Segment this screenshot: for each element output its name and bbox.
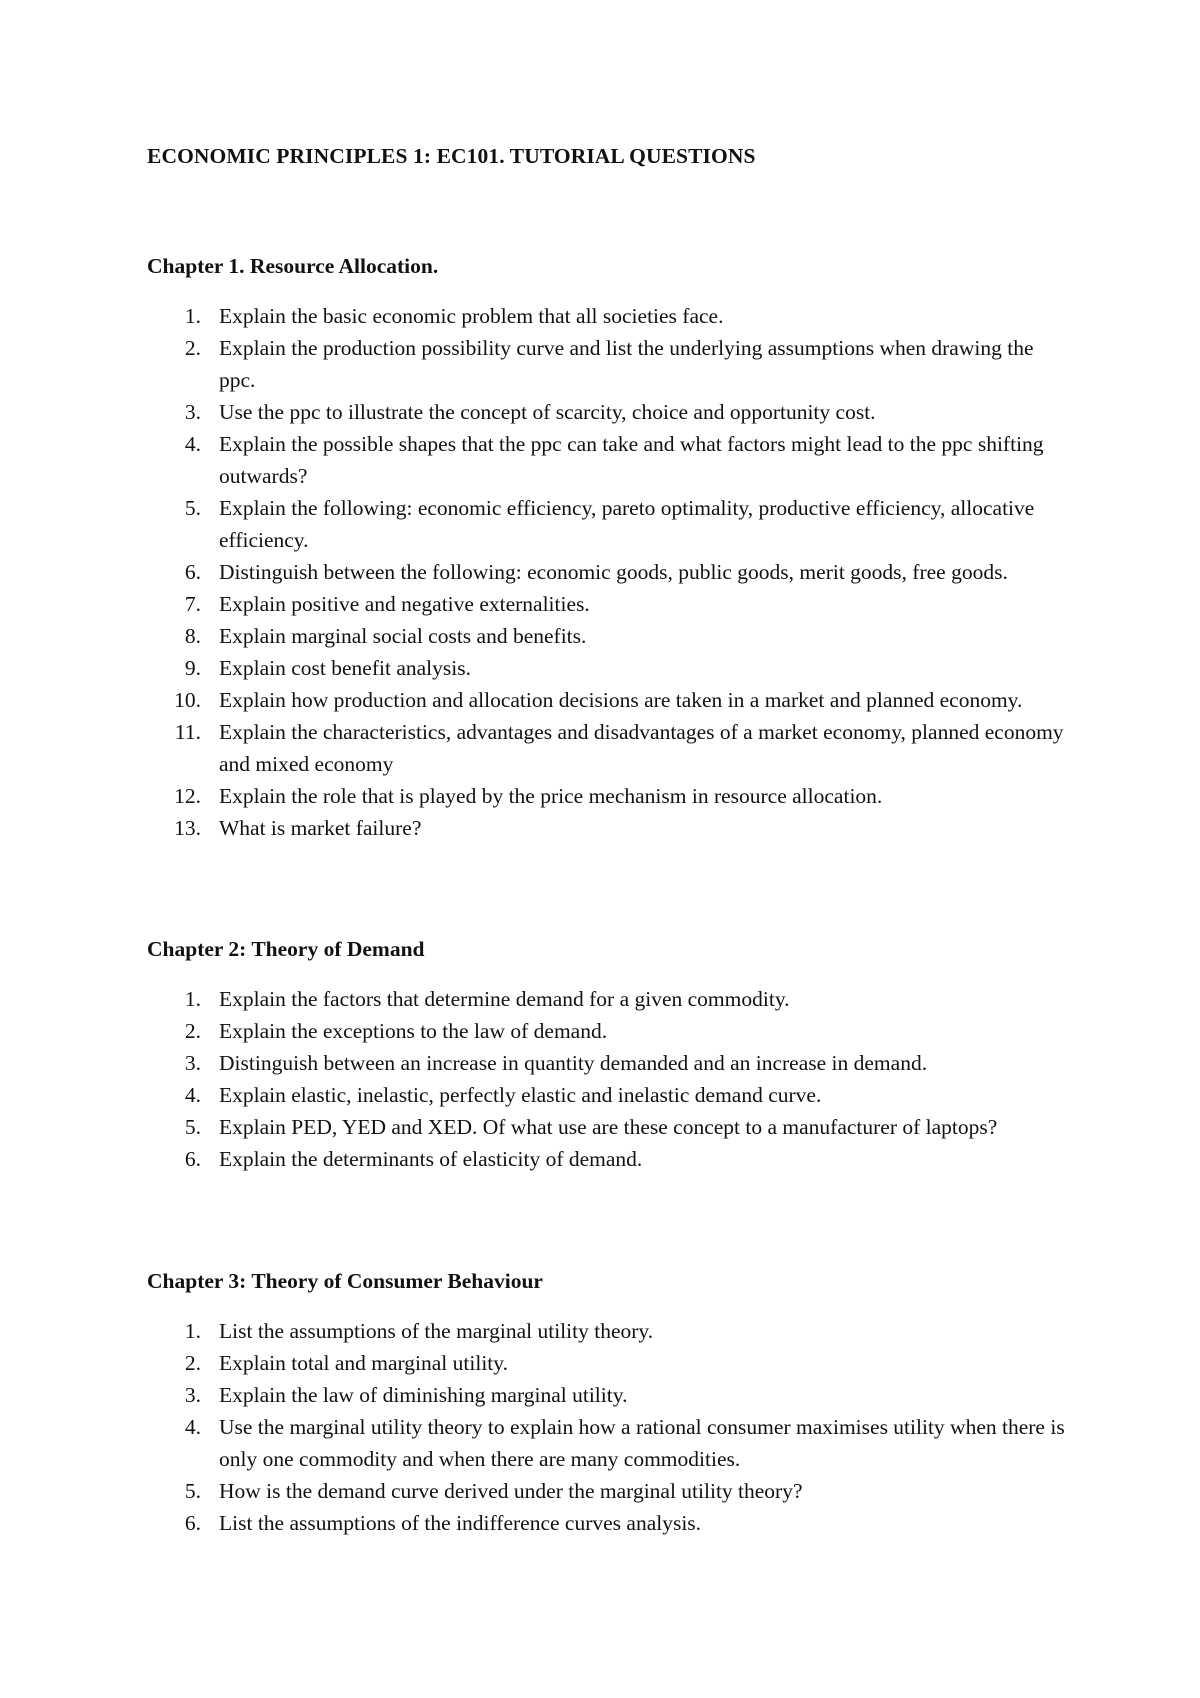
chapter-3-question-list: [147, 1315, 1067, 1539]
question-text: Distinguish between an increase in quantity demanded and an increase in demand.: [219, 1051, 928, 1075]
question-item: [147, 428, 1067, 492]
question-number: 2.: [184, 336, 201, 360]
question-text: Explain the production possibility curve and list the underlying assumptions when drawing the ppc.: [219, 336, 1034, 392]
question-number: 8.: [184, 624, 201, 648]
question-item: [147, 684, 1067, 716]
question-item: [147, 812, 1067, 844]
question-text: List the assumptions of the indifference curves analysis.: [219, 1511, 702, 1535]
question-item: [147, 1475, 1067, 1507]
question-text: Explain the following: economic efficiency, pareto optimality, productive efficiency, allocative efficiency.: [219, 496, 1035, 552]
document-title: ECONOMIC PRINCIPLES 1: EC101. TUTORIAL QUESTIONS: [147, 144, 756, 168]
question-item: [147, 620, 1067, 652]
question-item: [147, 1047, 1067, 1079]
question-item: [147, 492, 1067, 556]
chapter-2-question-list: [147, 983, 1067, 1175]
question-item: [147, 1379, 1067, 1411]
question-item: [147, 300, 1067, 332]
question-item: [147, 332, 1067, 396]
question-text: What is market failure?: [219, 816, 422, 840]
question-number: 1.: [184, 1319, 201, 1343]
question-text: Explain the role that is played by the price mechanism in resource allocation.: [219, 784, 883, 808]
question-item: [147, 1079, 1067, 1111]
question-text: Explain the law of diminishing marginal utility.: [219, 1383, 628, 1407]
question-number: 2.: [184, 1019, 201, 1043]
question-item: [147, 1347, 1067, 1379]
question-item: [147, 1315, 1067, 1347]
chapter-2-section: [147, 933, 1067, 1175]
question-item: [147, 983, 1067, 1015]
question-number: 1.: [184, 987, 201, 1011]
chapter-2-heading: Chapter 2: Theory of Demand: [147, 937, 425, 961]
question-item: [147, 780, 1067, 812]
question-text: Explain cost benefit analysis.: [219, 656, 471, 680]
chapter-1-section: [147, 250, 1067, 844]
question-number: 2.: [184, 1351, 201, 1375]
question-number: 6.: [184, 1147, 201, 1171]
question-item: [147, 1143, 1067, 1175]
question-text: How is the demand curve derived under the marginal utility theory?: [219, 1479, 803, 1503]
question-text: Explain the determinants of elasticity of demand.: [219, 1147, 643, 1171]
question-number: 9.: [184, 656, 201, 680]
question-text: Explain how production and allocation decisions are taken in a market and planned economy.: [219, 688, 1023, 712]
question-text: Explain positive and negative externalities.: [219, 592, 590, 616]
question-text: Explain marginal social costs and benefits.: [219, 624, 587, 648]
question-text: Explain the factors that determine demand for a given commodity.: [219, 987, 790, 1011]
question-number: 6.: [184, 560, 201, 584]
question-text: Distinguish between the following: economic goods, public goods, merit goods, free goods.: [219, 560, 1008, 584]
question-number: 4.: [184, 1083, 201, 1107]
question-item: [147, 556, 1067, 588]
question-number: 6.: [184, 1511, 201, 1535]
question-number: 11.: [174, 720, 201, 744]
question-text: Explain the characteristics, advantages and disadvantages of a market economy, planned economy and mixed economy: [219, 720, 1064, 776]
question-item: [147, 396, 1067, 428]
question-item: [147, 1507, 1067, 1539]
question-text: Explain total and marginal utility.: [219, 1351, 509, 1375]
question-text: Use the marginal utility theory to explain how a rational consumer maximises utility when there is only one commodity and when there are many commodities.: [219, 1415, 1065, 1471]
question-number: 5.: [184, 496, 201, 520]
question-number: 13.: [174, 816, 201, 840]
question-item: [147, 652, 1067, 684]
question-number: 3.: [184, 1383, 201, 1407]
question-text: Explain elastic, inelastic, perfectly elastic and inelastic demand curve.: [219, 1083, 822, 1107]
question-number: 3.: [184, 1051, 201, 1075]
question-item: [147, 1015, 1067, 1047]
chapter-3-heading: Chapter 3: Theory of Consumer Behaviour: [147, 1269, 543, 1293]
question-text: Explain the exceptions to the law of demand.: [219, 1019, 608, 1043]
chapter-1-question-list: [147, 300, 1067, 844]
chapter-1-heading: Chapter 1. Resource Allocation.: [147, 254, 439, 278]
question-item: [147, 1111, 1067, 1143]
question-text: Explain the basic economic problem that all societies face.: [219, 304, 724, 328]
question-item: [147, 716, 1067, 780]
chapter-3-section: [147, 1265, 1067, 1539]
question-number: 10.: [174, 688, 201, 712]
question-number: 4.: [184, 1415, 201, 1439]
question-number: 3.: [184, 400, 201, 424]
question-number: 1.: [184, 304, 201, 328]
question-text: Explain PED, YED and XED. Of what use are these concept to a manufacturer of laptops?: [219, 1115, 998, 1139]
question-item: [147, 588, 1067, 620]
question-number: 12.: [174, 784, 201, 808]
question-text: Use the ppc to illustrate the concept of scarcity, choice and opportunity cost.: [219, 400, 876, 424]
question-number: 7.: [184, 592, 201, 616]
question-text: List the assumptions of the marginal utility theory.: [219, 1319, 654, 1343]
question-item: [147, 1411, 1067, 1475]
question-text: Explain the possible shapes that the ppc can take and what factors might lead to the ppc shifting outwards?: [219, 432, 1044, 488]
question-number: 5.: [184, 1115, 201, 1139]
question-number: 4.: [184, 432, 201, 456]
question-number: 5.: [184, 1479, 201, 1503]
